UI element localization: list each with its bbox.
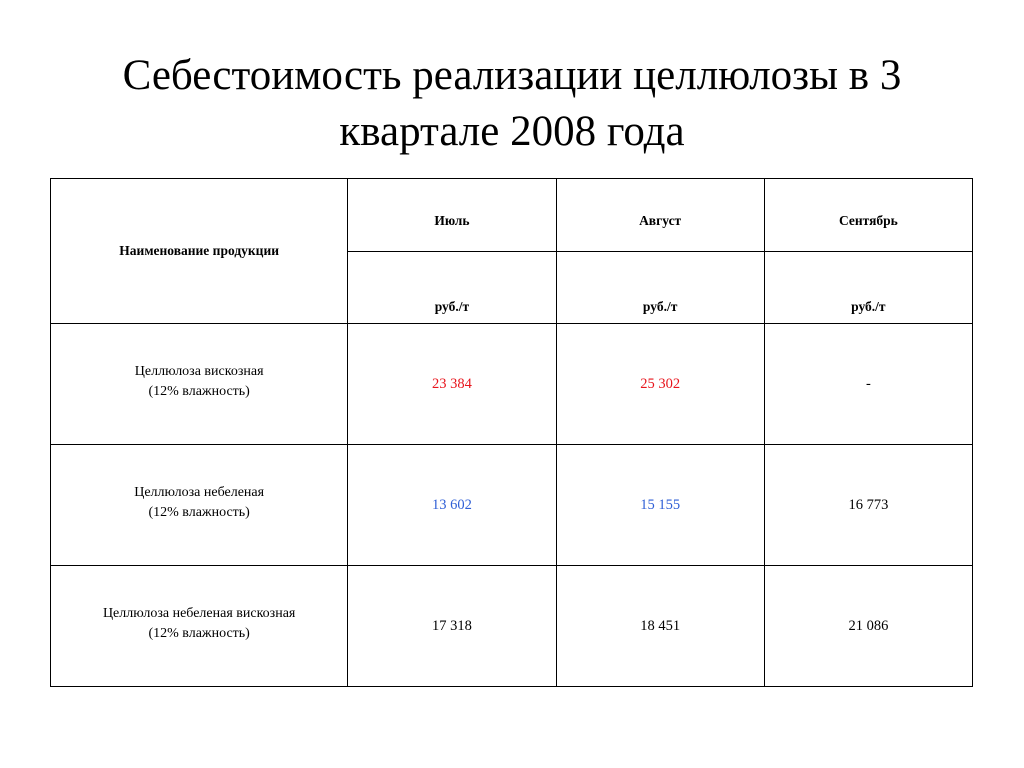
table-row [51, 324, 973, 445]
header-product-name: Наименование продукции [51, 179, 348, 324]
cost-table [50, 178, 973, 687]
product-name-line1: Целлюлоза небеленая вискозная [102, 606, 296, 621]
product-name-line2: (12% влажность) [148, 626, 250, 641]
value-cell: 18 451 [556, 566, 764, 687]
table-header-row [51, 179, 973, 252]
header-month-september: Сентябрь [764, 179, 972, 252]
product-name-unbleached [51, 445, 348, 566]
header-unit-july: руб./т [348, 251, 556, 324]
product-name-line2: (12% влажность) [148, 505, 250, 520]
slide-title-line2: квартале 2008 года [339, 108, 685, 155]
value-cell: 17 318 [348, 566, 556, 687]
slide-title-line1: Себестоимость реализации целлюлозы в 3 [122, 52, 902, 99]
product-name-viscose [51, 324, 348, 445]
table-row [51, 566, 973, 687]
header-month-august: Август [556, 179, 764, 252]
product-name-line2: (12% влажность) [148, 384, 250, 399]
header-month-july: Июль [348, 179, 556, 252]
product-name-line1: Целлюлоза вискозная [134, 364, 264, 379]
product-name-unbleached-viscose [51, 566, 348, 687]
value-cell: 21 086 [764, 566, 972, 687]
header-unit-september: руб./т [764, 251, 972, 324]
header-unit-august: руб./т [556, 251, 764, 324]
value-cell: 25 302 [556, 324, 764, 445]
value-cell: 16 773 [764, 445, 972, 566]
value-cell: 15 155 [556, 445, 764, 566]
value-cell: 13 602 [348, 445, 556, 566]
slide-title [40, 48, 984, 160]
value-cell: 23 384 [348, 324, 556, 445]
value-cell: - [764, 324, 972, 445]
table-row [51, 445, 973, 566]
product-name-line1: Целлюлоза небеленая [134, 485, 265, 500]
